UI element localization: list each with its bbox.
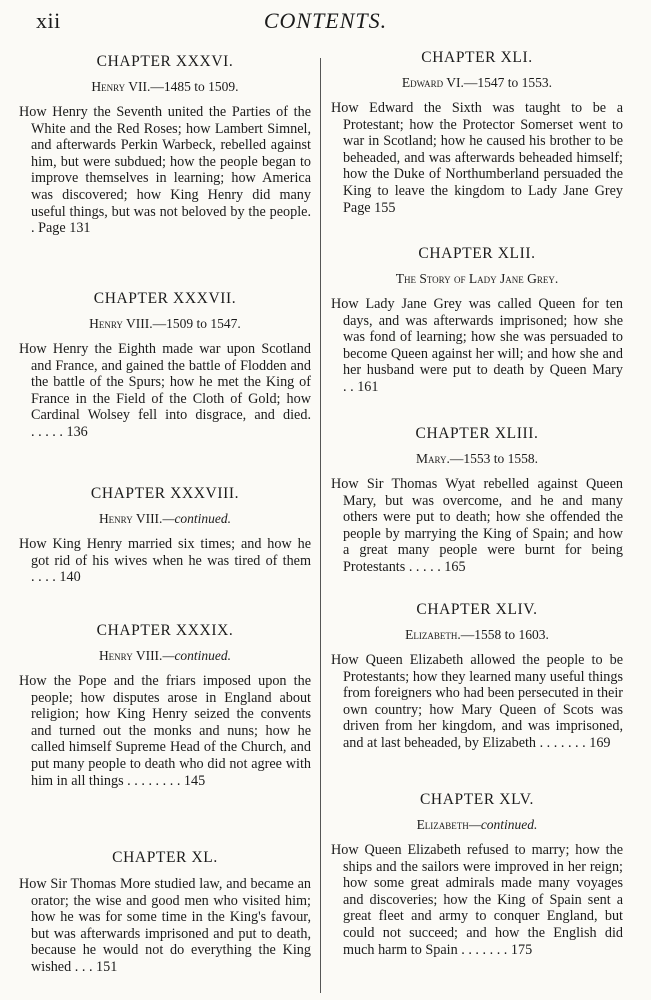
page-reference: . . . 151 [71,958,118,975]
chapter-heading: CHAPTER XXXVII. [93,290,237,307]
chapter-title: Henry VII.—1485 to 1509. [91,79,239,94]
page-reference: . . . . . 165 [405,558,466,575]
page-reference: Page 155 [343,199,396,216]
chapter-summary: How Lady Jane Grey was called Queen for ten days, and was afterwards imprisoned; how she was fond of learning; how she was persuaded to become Queen against her will; and how she and her husband were put to death by Queen Mary . . 161 [331,296,623,395]
page-reference: . . 161 [343,378,379,395]
chapter-summary: How King Henry married six times; and how he got rid of his wives when he was tired of them . . . . 140 [19,536,311,586]
page-reference: . . . . 140 [31,569,81,586]
page-reference: . Page 131 [31,220,91,237]
chapter-heading: CHAPTER XLI. [421,49,533,66]
chapter-heading: CHAPTER XXXVIII. [90,485,240,502]
chapter-title: Elizabeth—continued. [416,817,538,832]
chapter-entry [331,790,623,958]
chapter-title: Mary.—1553 to 1558. [415,451,539,466]
chapter-entry [19,621,311,789]
column-divider [320,58,321,993]
page-reference: . . . . . . . 175 [457,941,533,958]
chapter-entry [331,48,623,216]
chapter-title: Edward VI.—1547 to 1553. [401,75,553,90]
chapter-summary: How Henry the Eighth made war upon Scotland and France, and gained the battle of Flodden and the battle of the Spurs; how he met the King of France in the Field of the Cloth of Gold; how Cardinal Wolsey fell into disgrace, and died. . . . . . 136 [19,341,311,440]
chapter-heading: CHAPTER XLIII. [415,425,539,442]
chapter-summary: How Henry the Seventh united the Parties of the White and the Red Roses; how Lambert Simnel, and afterwards Perkin Warbeck, rebelled against him, but were subdued; how the people began to improve themselves in learning; how America was discovered; how King Henry did many useful things, but was not beloved by the people. . Page 131 [19,104,311,237]
chapter-heading: CHAPTER XLIV. [416,601,538,618]
chapter-title: The Story of Lady Jane Grey. [395,271,559,286]
chapter-title: Elizabeth.—1558 to 1603. [405,627,549,642]
page-number: xii [36,8,61,33]
chapter-summary: How Queen Elizabeth refused to marry; how the ships and the sailors were improved in her reign; how some great admirals made many voyages and discoveries; how the King of Spain sent a great fleet and army to conquer England, but could not succeed; and how the English did much harm to Spain . . . . . . . 175 [331,842,623,958]
chapter-entry [19,848,311,976]
chapter-title: Henry VIII.—continued. [98,648,232,663]
chapter-summary: How the Pope and the friars imposed upon the people; how disputes arose in England about religion; how King Henry seized the convents and turned out the monks and nuns; how he called himself Supreme Head of the Church, and put many people to death who did not agree with him in all things . . . . . . . . 145 [19,673,311,789]
chapter-summary: How Sir Thomas More studied law, and became an orator; the wise and good men who visited him; how he was for some time in the King's favour, but was afterwards imprisoned and put to death, because he would not do everything the King wished . . . 151 [19,876,311,975]
chapter-summary: How Edward the Sixth was taught to be a Protestant; how the Protector Somerset went to war in Scotland; how he caused his brother to be beheaded, and was afterwards beheaded himself; how the Duke of Northumberland persuaded the King to leave the kingdom to Lady Jane Grey Page 155 [331,100,623,216]
chapter-summary: How Queen Elizabeth allowed the people to be Protestants; how they learned many useful things from foreigners who had been persecuted in their own country; how Mary Queen of Scots was driven from her kingdom, and was imprisoned, and at last beheaded, by Elizabeth . . . . . . . 169 [331,652,623,751]
chapter-heading: CHAPTER XLV. [419,791,534,808]
chapter-heading: CHAPTER XL. [112,849,218,866]
chapter-heading: CHAPTER XLII. [418,245,536,262]
running-title: CONTENTS. [263,8,388,33]
chapter-heading: CHAPTER XXXVI. [96,53,234,70]
chapter-entry [331,600,623,752]
chapter-entry [331,244,623,396]
chapter-title: Henry VIII.—1509 to 1547. [89,316,241,331]
chapter-entry [19,289,311,441]
chapter-summary: How Sir Thomas Wyat rebelled against Queen Mary, but was overcome, and he and many others were put to death; how she offended the people by marrying the King of Spain; and how a great many people were burnt for being Protestants . . . . . 165 [331,476,623,575]
page-reference: . . . . . 136 [31,423,88,440]
chapter-title: Henry VIII.—continued. [98,511,232,526]
page-header [0,6,651,36]
chapter-entry [331,424,623,576]
chapter-entry [19,484,311,586]
page-reference: . . . . . . . . 145 [123,772,206,789]
page-reference: . . . . . . . 169 [536,734,611,751]
chapter-entry [19,52,311,237]
chapter-heading: CHAPTER XXXIX. [96,622,234,639]
